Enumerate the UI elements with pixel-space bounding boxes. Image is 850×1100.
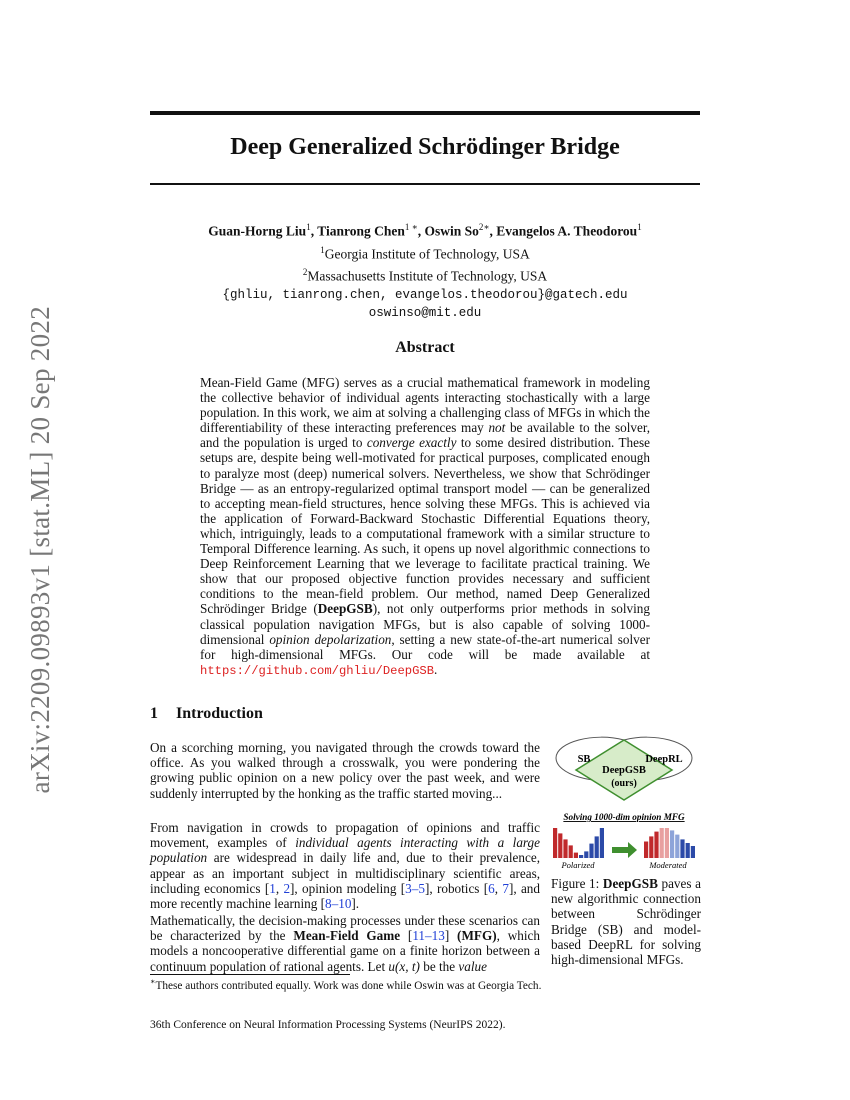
author-name: Evangelos A. Theodorou — [496, 223, 638, 239]
citation-link[interactable]: 8–10 — [325, 896, 352, 912]
histogram-bar — [670, 830, 674, 858]
abstract-heading: Abstract — [395, 339, 455, 356]
histogram-bar — [600, 828, 604, 858]
deeprl-label: DeepRL — [645, 754, 683, 765]
affiliation: $^2$Massachusetts Institute of Technology, USA — [302, 267, 548, 284]
author-name: Tianrong Chen — [317, 223, 405, 239]
histogram-bar — [680, 839, 684, 858]
ours-label: (ours) — [611, 778, 637, 789]
intro-paragraph: Mathematically, the decision-making processes under these scenarios can be characterized by the Mean-Field Game [11–13] (MFG), which models a noncooperative differential game on a finite horizon between a continuum population of rational agents. Let u(x, t) be the value — [150, 913, 540, 974]
paper-title: Deep Generalized Schrödinger Bridge — [230, 134, 620, 160]
histogram-bar — [589, 844, 593, 858]
histogram-bar — [644, 842, 648, 859]
figure-subtitle: Solving 1000-dim opinion MFG — [563, 812, 685, 822]
intro-paragraph: On a scorching morning, you navigated through the crowds toward the office. As you walked through a crosswalk, you were pondering the growing public opinion on a new policy over the past week, and were suddenly interrupted by the honking as the traffic started moving... — [150, 740, 540, 801]
footnote-rule — [150, 974, 350, 975]
section-heading: 1 Introduction — [150, 705, 263, 722]
conference-footer: 36th Conference on Neural Information Processing Systems (NeurIPS 2022). — [150, 1019, 506, 1031]
histogram-bar — [584, 851, 588, 858]
code-link[interactable]: https://github.com/ghliu/DeepGSB — [200, 663, 435, 678]
citation-link[interactable]: 11–13 — [412, 928, 445, 944]
sb-label: SB — [577, 754, 591, 765]
author-affil-mark: 1 ∗ — [404, 222, 418, 232]
top-rule — [150, 111, 700, 115]
figure-1-diagram — [548, 730, 700, 872]
citation-link[interactable]: 3–5 — [405, 880, 425, 896]
citation-link[interactable]: 1 — [269, 880, 276, 896]
histogram-bar — [558, 833, 562, 858]
histogram-bar — [569, 845, 573, 858]
footnote: ∗These authors contributed equally. Work was done while Oswin was at Georgia Tech. — [150, 977, 542, 992]
histogram-bar — [563, 839, 567, 858]
author-block — [150, 218, 700, 322]
citation-link[interactable]: 2 — [283, 880, 291, 896]
citation-link[interactable]: 7 — [502, 880, 509, 896]
polarized-histogram — [553, 828, 604, 858]
deepgsb-label: DeepGSB — [602, 765, 646, 776]
intro-paragraph: From navigation in crowds to propagation of opinions and traffic movement, examples of individual agents interacting with a large population are widespread in daily life and, due to their prevalence, appear as an important subject in multidisciplinary scientific areas, including economics [1, 2], opinion modeling [3–5], robotics [6, 7], and more recently machine learning [8–10]. — [150, 820, 541, 912]
author-affil-mark: 1 — [306, 222, 311, 232]
arxiv-stamp: arXiv:2209.09893v1 [stat.ML] 20 Sep 2022 — [24, 306, 55, 794]
histogram-bar — [649, 836, 653, 858]
author-affil-mark: 1 — [637, 222, 642, 232]
moderated-label: Moderated — [649, 860, 687, 870]
author-email: {ghliu, tianrong.chen, evangelos.theodorou}@gatech.edu — [222, 287, 628, 302]
abstract-body: Mean-Field Game (MFG) serves as a crucial mathematical framework in modeling the collective behavior of individual agents interacting stochastically with a large population. In this work, we aim at solving a challenging class of MFGs in which the differentiability of these interacting preferences may not be available to the solver, and the population is urged to converge exactly to some desired distribution. These setups are, despite being well-motivated for practical purposes, complicated enough to paralyze most (deep) numerical solvers. Nevertheless, we show that Schrödinger Bridge — as an entropy-regularized optimal transport model — can be generalized to accepting mean-field structures, hence solving these MFGs. This is achieved via the application of Forward-Backward Stochastic Differential Equations theory, which, intriguingly, leads to a computational framework with a similar structure to Temporal Difference learning. As such, it opens up novel algorithmic connections to Deep Reinforcement Learning that we leverage to facilitate practical training. We show that our proposed objective function provides necessary and sufficient conditions to the mean-field problem. Our method, named Deep Generalized Schrödinger Bridge (DeepGSB), not only outperforms prior methods in solving classical population navigation MFGs, but is also capable of solving 1000-dimensional opinion depolarization, setting a new state-of-the-art numerical solver for high-dimensional MFGs. Our code will be made available at https://github.com/ghliu/DeepGSB. — [200, 375, 651, 678]
author-names: Guan-Horng Liu$^1$, Tianrong Chen$^{1 ∗}$, Oswin $So^{2∗}$, Evangelos A. Theodorou$^1$ — [208, 222, 642, 239]
histogram-bar — [553, 828, 557, 858]
affiliation: $^1$Georgia Institute of Technology, USA — [320, 244, 530, 261]
citation-link[interactable]: 6 — [488, 880, 495, 896]
histogram-bar — [686, 843, 690, 858]
histogram-bar — [654, 832, 658, 858]
histogram-bar — [675, 835, 679, 858]
histogram-bar — [579, 855, 583, 858]
histogram-bar — [660, 828, 664, 858]
moderated-histogram — [644, 828, 695, 858]
author-affil-mark: 2∗ — [478, 222, 490, 232]
title-rule — [150, 183, 700, 185]
author-email: oswinso@mit.edu — [368, 305, 482, 320]
histogram-bar — [691, 846, 695, 858]
histogram-bar — [595, 836, 599, 858]
histogram-bar — [574, 853, 578, 858]
arrow-icon — [612, 842, 637, 858]
polarized-label: Polarized — [561, 860, 595, 870]
author-name: Oswin So — [424, 223, 479, 239]
author-name: Guan-Horng Liu — [208, 223, 307, 239]
figure-caption: Figure 1: DeepGSB paves a new algorithmic connection between Schrödinger Bridge (SB) and model-based DeepRL for solving high-dimensional MFGs. — [551, 876, 701, 968]
histogram-bar — [665, 828, 669, 858]
